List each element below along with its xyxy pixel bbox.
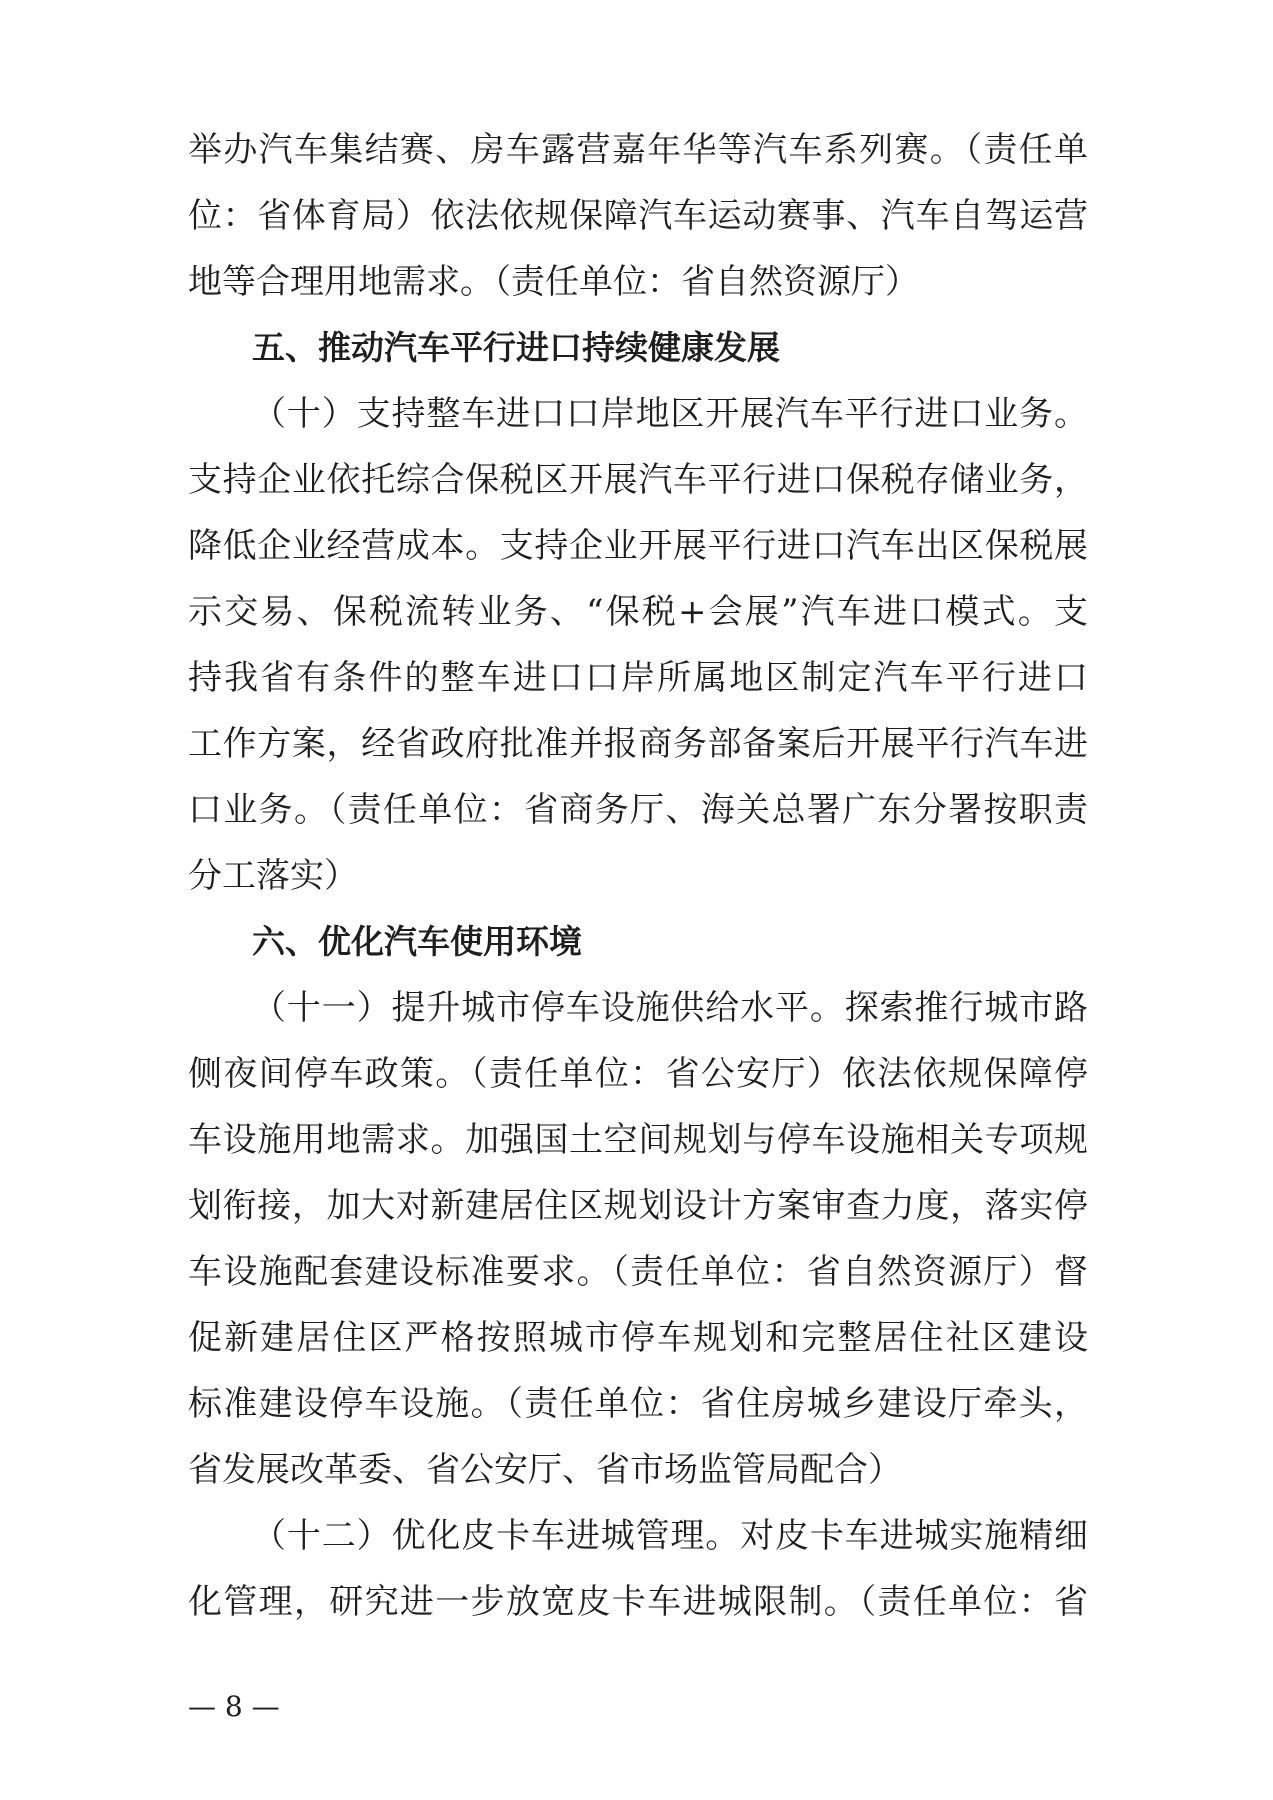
body-line: 侧夜间停车政策。（责任单位：省公安厅）依法依规保障停	[188, 1054, 1088, 1094]
body-line: （十）支持整车进口口岸地区开展汽车平行进口业务。	[252, 394, 1088, 434]
page-number: — 8 —	[188, 1690, 280, 1723]
body-line: 工作方案，经省政府批准并报商务部备案后开展平行汽车进	[188, 724, 1088, 764]
body-line: 划衔接，加大对新建居住区规划设计方案审查力度，落实停	[188, 1186, 1088, 1226]
body-line: 地等合理用地需求。（责任单位：省自然资源厅）	[188, 262, 919, 302]
body-line: 口业务。（责任单位：省商务厅、海关总署广东分署按职责	[188, 790, 1088, 830]
body-line: 车设施配套建设标准要求。（责任单位：省自然资源厅）督	[188, 1252, 1088, 1292]
body-line: 标准建设停车设施。（责任单位：省住房城乡建设厅牵头，	[188, 1384, 1088, 1424]
body-line: 化管理，研究进一步放宽皮卡车进城限制。（责任单位：省	[188, 1582, 1088, 1622]
body-line: （十一）提升城市停车设施供给水平。探索推行城市路	[252, 988, 1088, 1028]
body-line: 分工落实）	[188, 856, 358, 896]
body-line: 位：省体育局）依法依规保障汽车运动赛事、汽车自驾运营	[188, 196, 1088, 236]
body-line: 示交易、保税流转业务、“保税+会展”汽车进口模式。支	[188, 592, 1088, 632]
body-line: 支持企业依托综合保税区开展汽车平行进口保税存储业务，	[188, 460, 1088, 500]
section-heading-5: 五、推动汽车平行进口持续健康发展	[252, 328, 780, 367]
body-line: 持我省有条件的整车进口口岸所属地区制定汽车平行进口	[188, 658, 1088, 698]
section-heading-6: 六、优化汽车使用环境	[252, 922, 582, 961]
body-line: 促新建居住区严格按照城市停车规划和完整居住社区建设	[188, 1318, 1088, 1358]
body-line: 举办汽车集结赛、房车露营嘉年华等汽车系列赛。（责任单	[188, 130, 1088, 170]
body-line: 车设施用地需求。加强国土空间规划与停车设施相关专项规	[188, 1120, 1088, 1160]
body-line: 降低企业经营成本。支持企业开展平行进口汽车出区保税展	[188, 526, 1088, 566]
body-line: （十二）优化皮卡车进城管理。对皮卡车进城实施精细	[252, 1516, 1088, 1556]
body-line: 省发展改革委、省公安厅、省市场监管局配合）	[188, 1450, 902, 1490]
